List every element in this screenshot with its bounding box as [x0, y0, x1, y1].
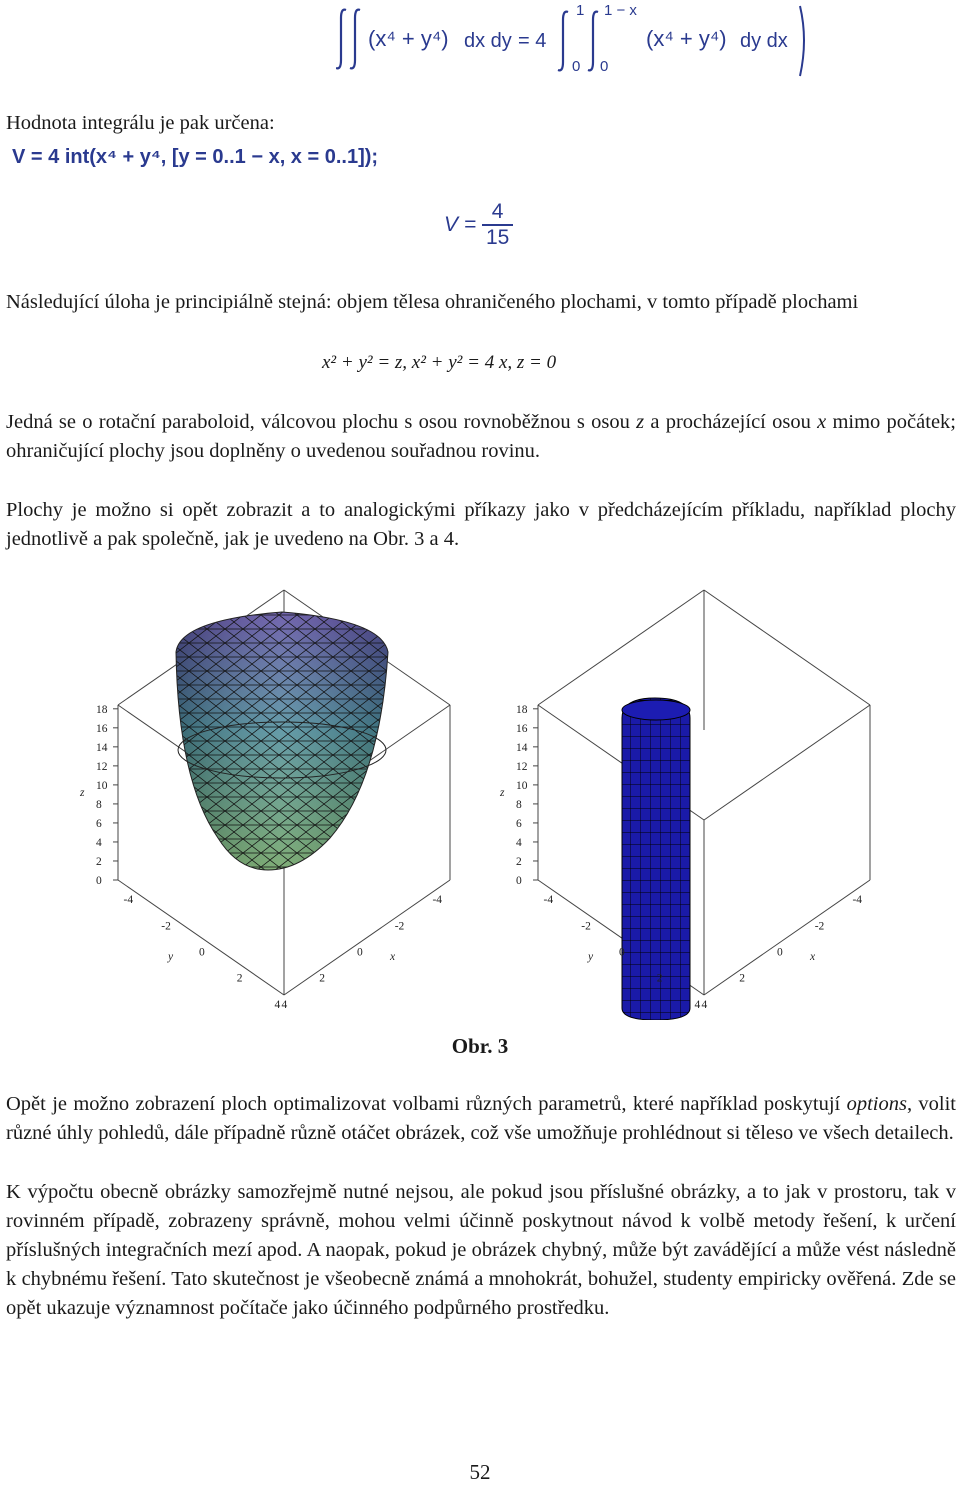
paragraph-1-text: Následující úloha je principiálně stejná: objem tělesa ohraničeného plochami, v tomto případě plochami: [6, 291, 859, 313]
p2-x: x: [817, 411, 827, 433]
z-tick-label: 0: [516, 875, 522, 887]
z-tick-label: 8: [516, 798, 522, 811]
outer-upper-limit: 1: [576, 2, 585, 19]
z-tick-label: 12: [96, 760, 108, 773]
x-tick-label: -4: [852, 894, 863, 907]
double-integral-formula: [336, 0, 816, 80]
figure-3-svg: [0, 580, 960, 1020]
z-tick-label: 16: [516, 722, 528, 735]
rhs-differentials: dy dx: [740, 30, 788, 52]
outer-lower-limit: 0: [572, 58, 581, 75]
z-tick-label: 4: [516, 836, 522, 849]
z-tick-label: 12: [516, 760, 528, 773]
p2-part-c: mimo počátek; ohraničující plochy jsou doplněny o uvedenou souřadnou rovinu.: [6, 411, 956, 462]
z-tick-label: 6: [516, 817, 522, 830]
z-axis-label: z: [500, 787, 505, 799]
maple-command: V = 4 int(x⁴ + y⁴, [y = 0..1 − x, x = 0..1]);: [12, 146, 379, 168]
z-tick-label: 6: [96, 817, 102, 830]
lhs-integrand: (x⁴ + y⁴): [368, 26, 449, 51]
result-lhs: V =: [444, 213, 477, 236]
z-tick-label: 2: [96, 855, 102, 868]
y-tick-label: -2: [161, 920, 171, 933]
paraboloid-surface: [176, 612, 388, 870]
paragraph-3-text: Plochy je možno si opět zobrazit a to analogickými příkazy jako v předcházejícím příkladu, například plochy jednotlivě a pak společně, jak je uvedeno na Obr. 3 a 4.: [6, 499, 956, 550]
x-tick-label: 4: [281, 998, 288, 1011]
y-axis-label: y: [168, 951, 174, 963]
intro-text: Hodnota integrálu je pak určena:: [6, 112, 275, 134]
x-tick-label: -2: [394, 920, 405, 933]
paragraph-5-text: K výpočtu obecně obrázky samozřejmě nutné nejsou, ale pokud jsou příslušné obrázky, a to jak v prostoru, tak v rovinném případě, zobrazeny správně, mohou velmi účinně poskytnout návod k volbě metody řešení, k určení příslušných integračních mezí apod. A naopak, pokud je obrázek chybný, může být zavádějící a může vést následně k chybnému řešení. Tato skutečnost je všeobecně známá a mnohokrát, bohužel, studenty empiricky ověřená. Zde se opět ukazuje významnost počítače jako účinného podpůrného prostředku.: [6, 1181, 956, 1319]
z-tick-label: 10: [96, 779, 108, 792]
z-tick-label: 2: [516, 855, 522, 868]
integral-equals: = 4: [518, 30, 547, 52]
right-plot: [538, 590, 870, 995]
surfaces-equation: x² + y² = z, x² + y² = 4 x, z = 0: [322, 352, 557, 373]
x-tick-label: 0: [357, 946, 363, 959]
y-tick-label: 0: [199, 946, 205, 959]
p2-part-b: a procházející osou: [644, 411, 818, 433]
y-tick-label: -2: [581, 920, 591, 933]
rhs-integrand: (x⁴ + y⁴): [646, 26, 727, 51]
paragraph-3: [6, 496, 956, 554]
page-number: 52: [469, 1460, 491, 1484]
x-tick-label: -4: [432, 894, 443, 907]
z-tick-label: 16: [96, 722, 108, 735]
y-axis-label: y: [588, 951, 594, 963]
x-axis-label: x: [810, 951, 816, 963]
result-numerator: 4: [482, 200, 513, 226]
p4-options: options: [846, 1093, 907, 1115]
z-tick-label: 0: [96, 875, 102, 887]
y-tick-label: -4: [123, 894, 134, 907]
x-tick-label: 2: [319, 972, 326, 985]
result-fraction: [482, 200, 513, 250]
result-denominator: 15: [485, 226, 510, 249]
z-tick-label: 14: [516, 741, 528, 754]
z-tick-label: 18: [516, 703, 528, 716]
x-tick-label: 2: [739, 972, 746, 985]
figure-caption: Obr. 3: [451, 1034, 509, 1058]
x-tick-label: 0: [777, 946, 783, 959]
z-tick-label: 4: [96, 836, 102, 849]
y-tick-label: 4: [274, 998, 281, 1011]
z-tick-label: 8: [96, 798, 102, 811]
inner-upper-limit: 1 − x: [604, 2, 637, 19]
p2-part-a: Jedná se o rotační paraboloid, válcovou plochu s osou rovnoběžnou s osou: [6, 411, 637, 433]
y-tick-label: 4: [694, 998, 701, 1011]
y-tick-label: 2: [236, 972, 243, 985]
x-tick-label: -2: [814, 920, 825, 933]
inner-lower-limit: 0: [600, 58, 609, 75]
y-tick-label: -4: [543, 894, 554, 907]
paragraph-4: [6, 1090, 956, 1148]
figure-3: [0, 580, 960, 1020]
z-tick-label: 10: [516, 779, 528, 792]
p2-z: z: [636, 411, 645, 433]
result-formula: [444, 200, 513, 250]
z-axis-label: z: [80, 787, 85, 799]
p4-part-b: , volit různé úhly pohledů, dále případně různě otáčet obrázek, což vše umožňuje prohlédnout si těleso ve všech detailech.: [6, 1093, 957, 1144]
paragraph-2: [6, 408, 956, 466]
z-tick-label: 18: [96, 703, 108, 716]
p4-part-a: Opět je možno zobrazení ploch optimalizovat volbami různých parametrů, které například poskytují: [6, 1093, 847, 1115]
lhs-differentials: dx dy: [464, 30, 512, 52]
x-axis-label: x: [390, 951, 396, 963]
z-tick-label: 14: [96, 741, 108, 754]
paragraph-5: [6, 1178, 956, 1323]
y-tick-label: 0: [619, 946, 625, 959]
x-tick-label: 4: [701, 998, 708, 1011]
y-tick-label: 2: [656, 972, 663, 985]
paragraph-1: [6, 288, 956, 317]
